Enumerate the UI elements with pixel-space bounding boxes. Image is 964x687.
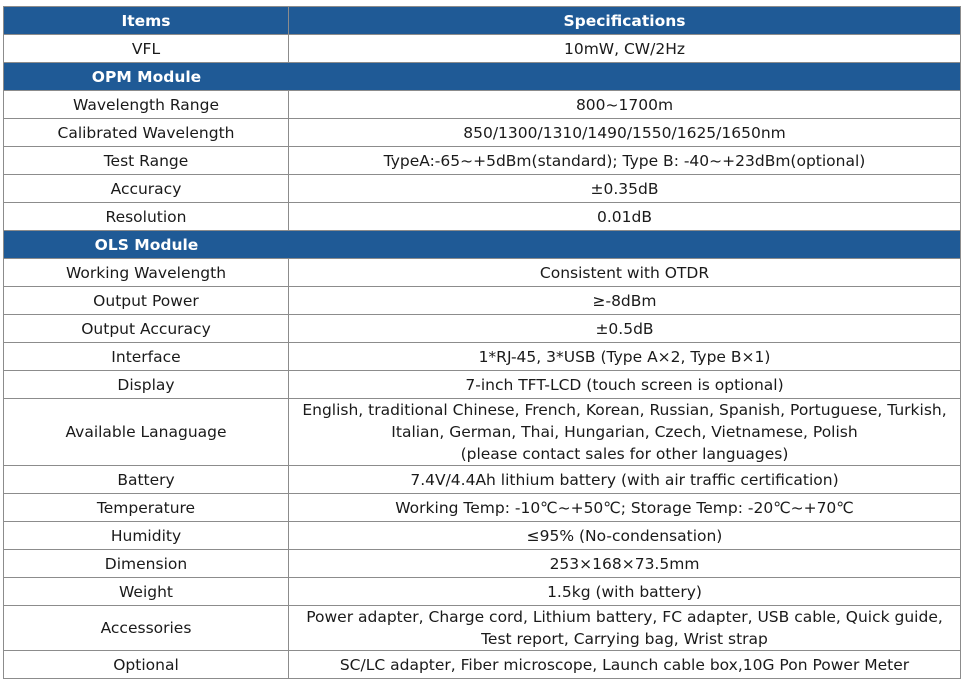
table-row	[4, 203, 961, 231]
spec-cell: 1.5kg (with battery)	[289, 578, 961, 606]
item-cell: Humidity	[4, 522, 289, 550]
spec-cell: 7-inch TFT-LCD (touch screen is optional)	[289, 371, 961, 399]
table-row	[4, 315, 961, 343]
spec-cell: 800~1700m	[289, 91, 961, 119]
spec-cell: TypeA:-65~+5dBm(standard); Type B: -40~+23dBm(optional)	[289, 147, 961, 175]
item-cell: Output Power	[4, 287, 289, 315]
item-cell: Weight	[4, 578, 289, 606]
item-cell: Battery	[4, 466, 289, 494]
table-row	[4, 578, 961, 606]
item-cell: Optional	[4, 651, 289, 679]
specifications-header: Specifications	[289, 7, 961, 35]
table-row	[4, 91, 961, 119]
item-cell: Interface	[4, 343, 289, 371]
item-cell: Accuracy	[4, 175, 289, 203]
language-line: Italian, German, Thai, Hungarian, Czech, Vietnamese, Polish	[391, 423, 858, 441]
table-row	[4, 606, 961, 651]
spec-cell	[289, 399, 961, 466]
spec-cell: Consistent with OTDR	[289, 259, 961, 287]
spec-cell: 1*RJ-45, 3*USB (Type A×2, Type B×1)	[289, 343, 961, 371]
table-header-row	[4, 7, 961, 35]
item-cell: Wavelength Range	[4, 91, 289, 119]
table-row	[4, 287, 961, 315]
table-row	[4, 550, 961, 578]
spec-cell: 0.01dB	[289, 203, 961, 231]
item-cell: Display	[4, 371, 289, 399]
section-row-ols	[4, 231, 961, 259]
table-row	[4, 343, 961, 371]
table-row	[4, 466, 961, 494]
table-row	[4, 494, 961, 522]
language-line: English, traditional Chinese, French, Korean, Russian, Spanish, Portuguese, Turkish,	[302, 401, 947, 419]
spec-cell: ≤95% (No-condensation)	[289, 522, 961, 550]
spec-cell: 7.4V/4.4Ah lithium battery (with air traffic certification)	[289, 466, 961, 494]
spec-cell: ±0.5dB	[289, 315, 961, 343]
section-title-ols: OLS Module	[94, 235, 199, 254]
spec-cell: SC/LC adapter, Fiber microscope, Launch cable box,10G Pon Power Meter	[289, 651, 961, 679]
spec-cell: 10mW, CW/2Hz	[289, 35, 961, 63]
table-row	[4, 175, 961, 203]
spec-cell	[289, 606, 961, 651]
section-title-opm: OPM Module	[91, 67, 202, 86]
item-cell: Accessories	[4, 606, 289, 651]
table-row	[4, 35, 961, 63]
item-cell: Working Wavelength	[4, 259, 289, 287]
table-row	[4, 119, 961, 147]
item-cell: Output Accuracy	[4, 315, 289, 343]
spec-cell: 253×168×73.5mm	[289, 550, 961, 578]
table-row	[4, 651, 961, 679]
items-header: Items	[4, 7, 289, 35]
table-row	[4, 399, 961, 466]
language-line: (please contact sales for other languages)	[460, 445, 789, 463]
section-row-opm	[4, 63, 961, 91]
table-row	[4, 371, 961, 399]
spec-cell: 850/1300/1310/1490/1550/1625/1650nm	[289, 119, 961, 147]
item-cell: Resolution	[4, 203, 289, 231]
spec-cell: ≥-8dBm	[289, 287, 961, 315]
accessories-line: Test report, Carrying bag, Wrist strap	[481, 630, 768, 648]
table-row	[4, 522, 961, 550]
item-cell: Temperature	[4, 494, 289, 522]
spec-cell: Working Temp: -10℃~+50℃; Storage Temp: -20℃~+70℃	[289, 494, 961, 522]
spec-cell: ±0.35dB	[289, 175, 961, 203]
accessories-line: Power adapter, Charge cord, Lithium battery, FC adapter, USB cable, Quick guide,	[306, 608, 943, 626]
table-row	[4, 259, 961, 287]
table-row	[4, 147, 961, 175]
item-cell: Calibrated Wavelength	[4, 119, 289, 147]
item-cell: Dimension	[4, 550, 289, 578]
item-cell: VFL	[4, 35, 289, 63]
item-cell: Test Range	[4, 147, 289, 175]
item-cell: Available Lanaguage	[4, 399, 289, 466]
specifications-table	[3, 6, 961, 679]
